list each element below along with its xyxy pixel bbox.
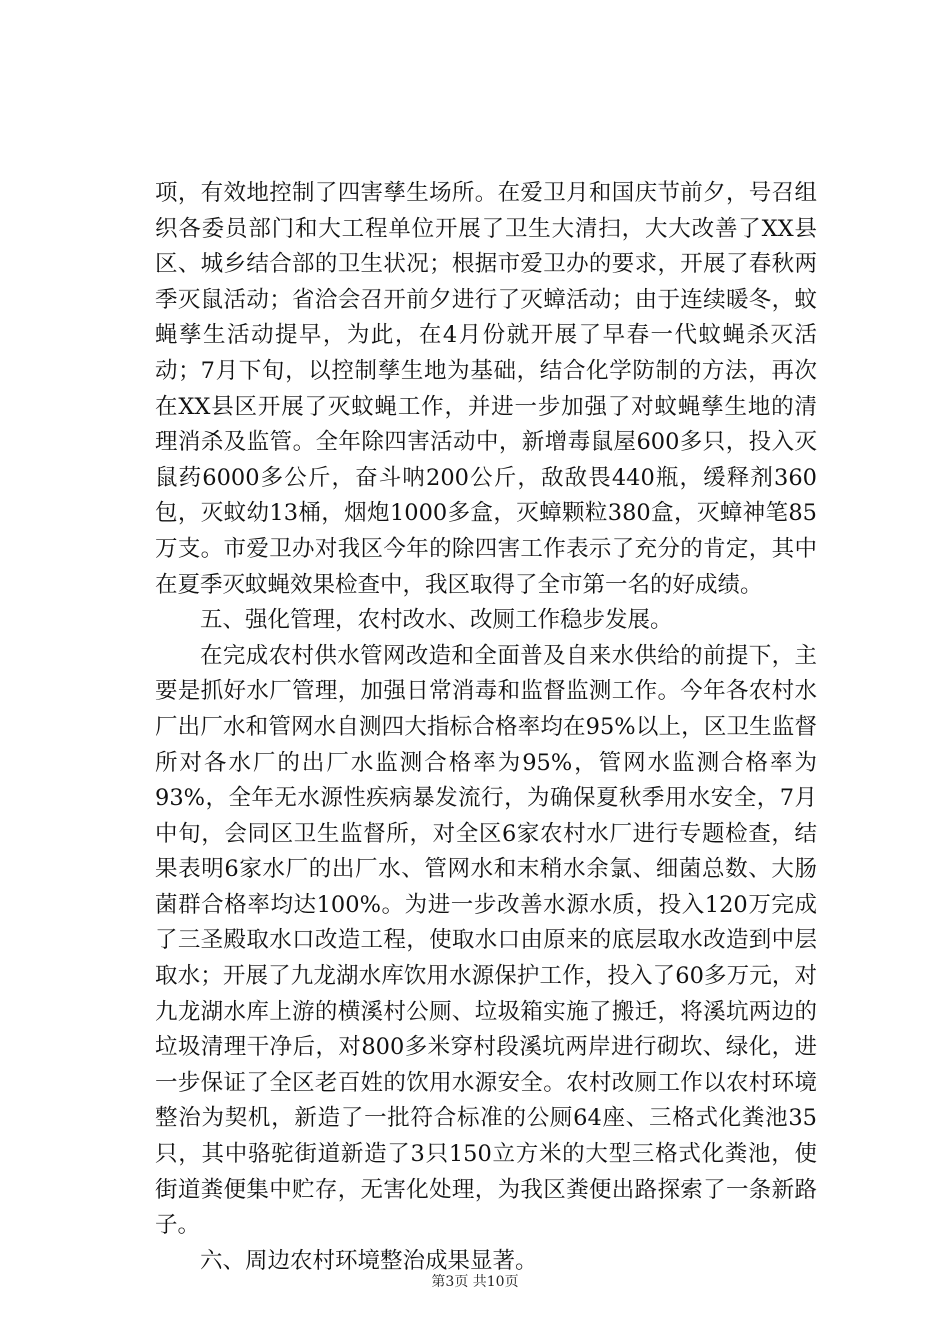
paragraph-water-sanitation: 在完成农村供水管网改造和全面普及自来水供给的前提下，主要是抓好水厂管理，加强日常消毒和监督监测工作。今年各农村水厂出厂水和管网水自测四大指标合格率均在95%以上，区卫生监督所对各水厂的出厂水监测合格率为95%，管网水监测合格率为93%，全年无水源性疾病暴发流行，为确保夏秋季用水安全，7月中旬，会同区卫生监督所，对全区6家农村水厂进行专题检查，结果表明6家水厂的出厂水、管网水和末稍水余氯、细菌总数、大肠菌群合格率均达100%。为进一步改善水源水质，投入120万完成了三圣殿取水口改造工程，使取水口由原来的底层取水改造到中层取水；开展了九龙湖水库饮用水源保护工作，投入了60多万元，对九龙湖水库上游的横溪村公厕、垃圾箱实施了搬迁，将溪坑两边的垃圾清理干净后，对800多米穿村段溪坑两岸进行砌坎、绿化，进一步保证了全区老百姓的饮用水源安全。农村改厕工作以农村环境整治为契机，新造了一批符合标准的公厕64座、三格式化粪池35只，其中骆驼街道新造了3只150立方米的大型三格式化粪池，使街道粪便集中贮存，无害化处理，为我区粪便出路探索了一条新路子。	[155, 642, 817, 1239]
paragraph-pest-control: 项，有效地控制了四害孳生场所。在爱卫月和国庆节前夕，号召组织各委员部门和大工程单位开展了卫生大清扫，大大改善了XX县区、城乡结合部的卫生状况；根据市爱卫办的要求，开展了春秋两季灭鼠活动；省洽会召开前夕进行了灭蟑活动；由于连续暖冬，蚊蝇孳生活动提早，为此，在4月份就开展了早春一代蚊蝇杀灭活动；7月下旬，以控制孳生地为基础，结合化学防制的方法，再次在XX县区开展了灭蚊蝇工作，并进一步加强了对蚊蝇孳生地的清理消杀及监管。全年除四害活动中，新增毒鼠屋600多只，投入灭鼠药6000多公斤，奋斗呐200公斤，敌敌畏440瓶，缓释剂360包，灭蚊幼13桶，烟炮1000多盒，灭蟑颗粒380盒，灭蟑神笔85万支。市爱卫办对我区今年的除四害工作表示了充分的肯定，其中在夏季灭蚊蝇效果检查中，我区取得了全市第一名的好成绩。	[155, 180, 817, 598]
heading-section-five: 五、强化管理，农村改水、改厕工作稳步发展。	[200, 607, 673, 634]
document-body	[155, 176, 817, 1279]
page-number-footer: 第3页 共10页	[431, 1274, 519, 1290]
heading-section-six: 六、周边农村环境整治成果显著。	[200, 1247, 538, 1274]
